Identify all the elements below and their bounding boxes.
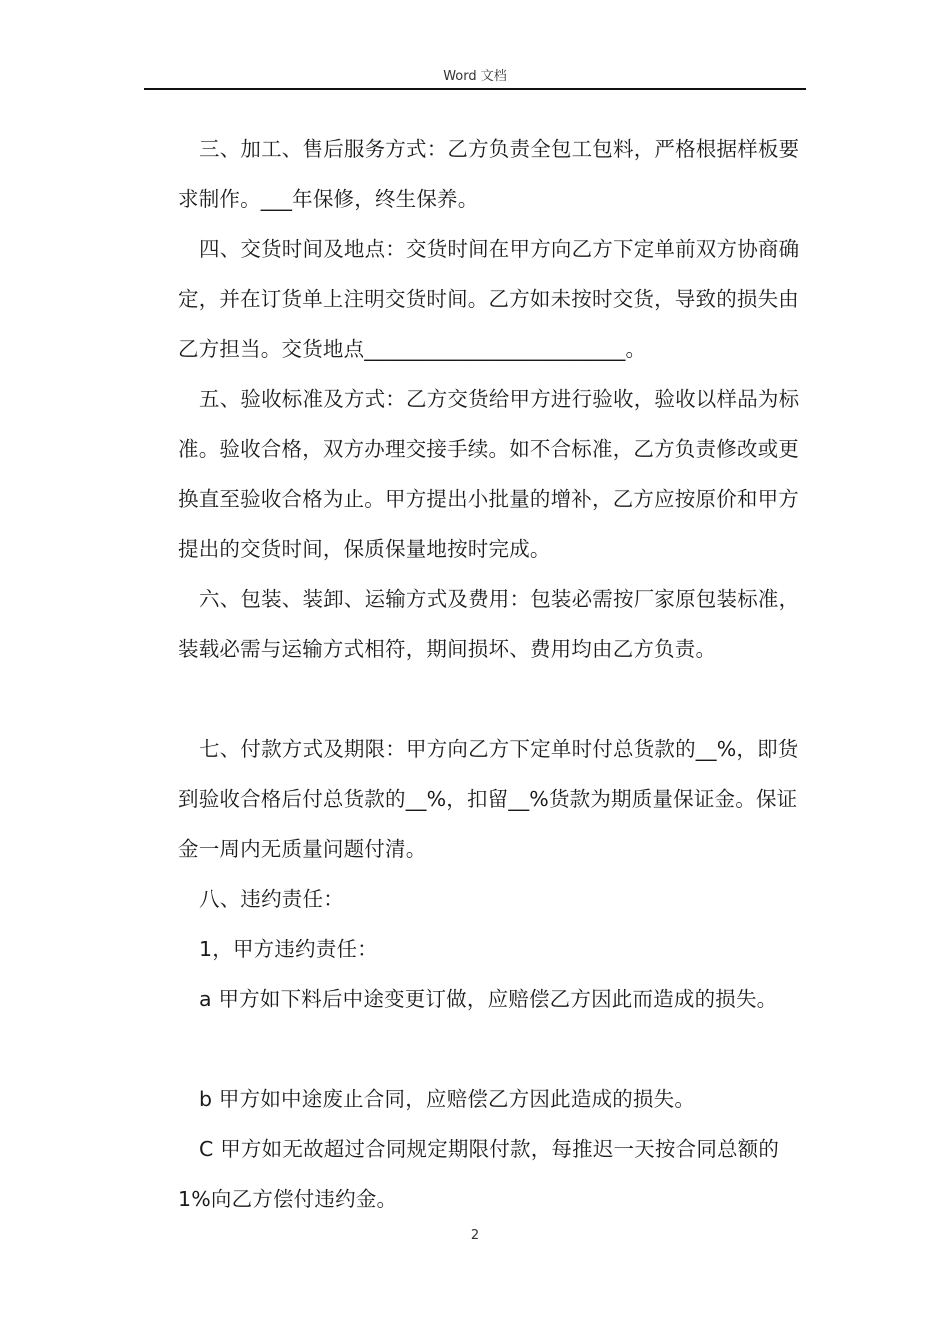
paragraph-spacer	[178, 674, 808, 724]
paragraph-clause-c: C 甲方如无故超过合同规定期限付款，每推迟一天按合同总额的 1%向乙方偿付违约金。	[178, 1137, 780, 1211]
paragraph-breach-liability-heading: 八、违约责任：	[199, 887, 344, 911]
paragraph-acceptance-standard: 五、验收标准及方式：乙方交货给甲方进行验收，验收以样品为标准。验收合格，双方办理交接手续。如不合标准，乙方负责修改或更换直至验收合格为止。甲方提出小批量的增补，乙方应按原价和甲方提出的交货时间，保质保量地按时完成。	[178, 387, 800, 561]
page-number: 2	[470, 1228, 480, 1243]
paragraph-clause-a: a 甲方如下料后中途变更订做，应赔偿乙方因此而造成的损失。	[199, 987, 778, 1011]
header-divider	[144, 88, 806, 90]
paragraph-clause-b: b 甲方如中途废止合同，应赔偿乙方因此造成的损失。	[199, 1087, 696, 1111]
page-header: Word 文档	[443, 69, 507, 84]
paragraph-party-a-liability-heading: 1，甲方违约责任：	[199, 937, 378, 961]
document-body	[178, 124, 808, 1224]
paragraph-delivery-time-place: 四、交货时间及地点：交货时间在甲方向乙方下定单前双方协商确定，并在订货单上注明交货时间。乙方如未按时交货，导致的损失由乙方担当。交货地点_________________________。	[178, 237, 800, 361]
paragraph-spacer	[178, 1024, 808, 1074]
paragraph-packaging-transport: 六、包装、装卸、运输方式及费用：包装必需按厂家原包装标准，装载必需与运输方式相符，期间损坏、费用均由乙方负责。	[178, 587, 800, 661]
paragraph-processing-service: 三、加工、售后服务方式：乙方负责全包工包料，严格根据样板要求制作。___年保修，终生保养。	[178, 137, 800, 211]
paragraph-payment-terms: 七、付款方式及期限：甲方向乙方下定单时付总货款的__%，即货到验收合格后付总货款的__%，扣留__%货款为期质量保证金。保证金一周内无质量问题付清。	[178, 737, 799, 861]
